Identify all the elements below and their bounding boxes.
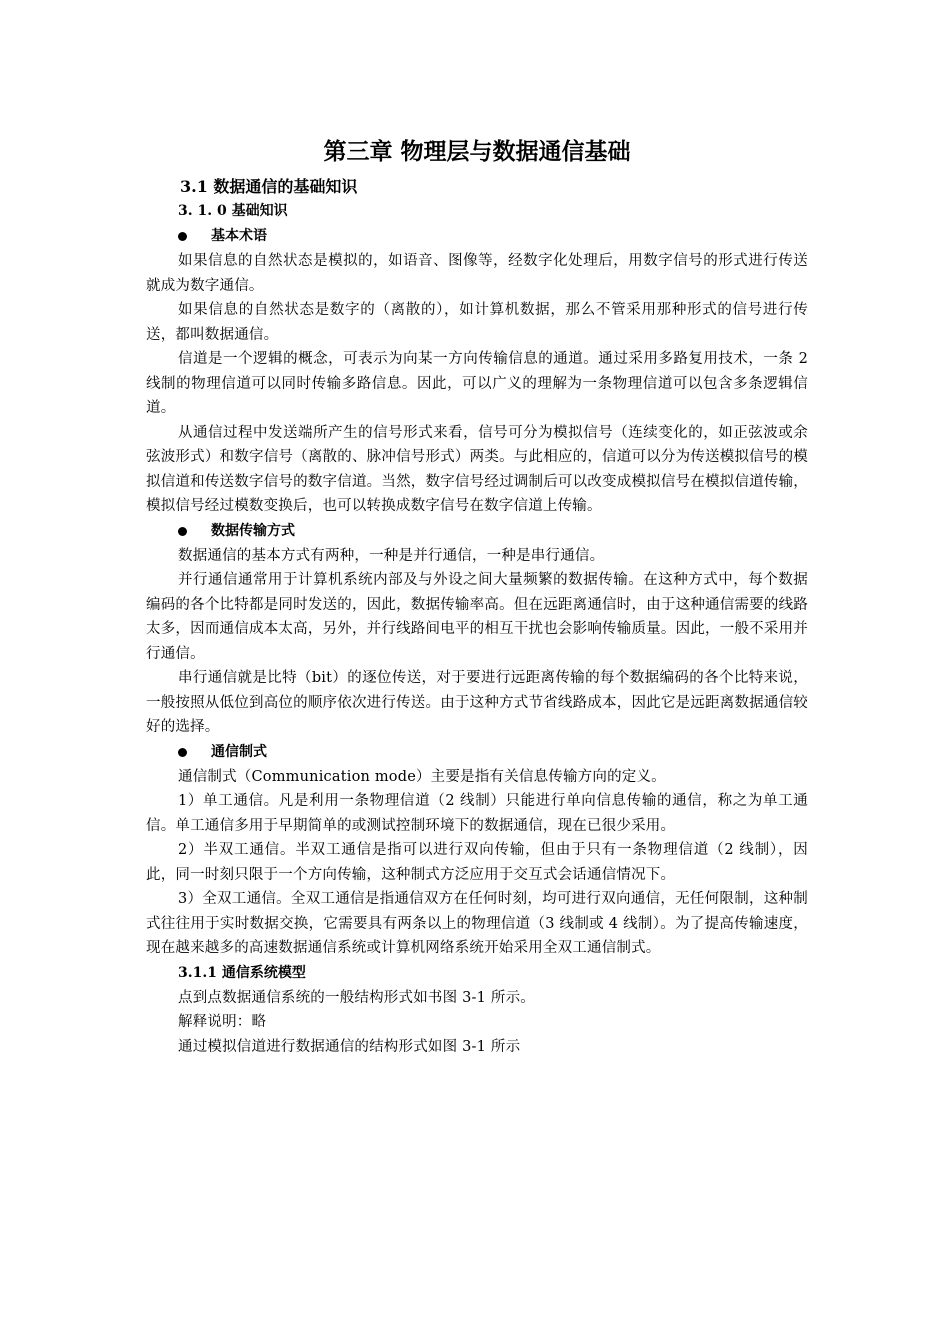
bullet-dot-icon (178, 232, 187, 241)
page-content (146, 134, 808, 1059)
paragraph: 3）全双工通信。全双工通信是指通信双方在任何时刻，均可进行双向通信，无任何限制，这种制式往往用于实时数据交换，它需要具有两条以上的物理信道（3 线制或 4 线制）。为了提高传输速度，现在越来越多的高速数据通信系统或计算机网络系统开始采用全双工通信制式。 (146, 891, 808, 956)
bullet-label: 通信制式 (211, 743, 267, 760)
section-heading-3-1: 3.1 数据通信的基础知识 (180, 177, 358, 196)
paragraph: 点到点数据通信系统的一般结构形式如书图 3-1 所示。 (178, 989, 535, 1006)
paragraph: 串行通信就是比特（bit）的逐位传送，对于要进行远距离传输的每个数据编码的各个比特来说，一般按照从低位到高位的顺序依次进行传送。由于这种方式节省线路成本，因此它是远距离数据通信较好的选择。 (146, 670, 808, 735)
paragraph: 2）半双工通信。半双工通信是指可以进行双向传输，但由于只有一条物理信道（2 线制），因此，同一时刻只限于一个方向传输，这种制式方泛应用于交互式会话通信情况下。 (146, 842, 808, 883)
bullet-heading-transmission (146, 519, 808, 544)
paragraph: 如果信息的自然状态是数字的（离散的），如计算机数据，那么不管采用那种形式的信号进行传送，都叫数据通信。 (146, 302, 808, 343)
paragraph: 并行通信通常用于计算机系统内部及与外设之间大量频繁的数据传输。在这种方式中，每个数据编码的各个比特都是同时发送的，因此，数据传输率高。但在远距离通信时，由于这种通信需要的线路太多，因而通信成本太高，另外，并行线路间电平的相互干扰也会影响传输质量。因此，一般不采用并行通信。 (146, 572, 808, 662)
paragraph: 通信制式（Communication mode）主要是指有关信息传输方向的定义。 (178, 768, 666, 785)
chapter-title: 第三章 物理层与数据通信基础 (323, 138, 631, 165)
paragraph: 解释说明：略 (178, 1014, 267, 1030)
bullet-heading-terms (146, 224, 808, 249)
paragraph: 数据通信的基本方式有两种，一种是并行通信，一种是串行通信。 (178, 547, 605, 564)
paragraph: 从通信过程中发送端所产生的信号形式来看，信号可分为模拟信号（连续变化的，如正弦波或余弦波形式）和数字信号（离散的、脉冲信号形式）两类。与此相应的，信道可以分为传送模拟信号的模拟信道和传送数字信号的数字信道。当然，数字信号经过调制后可以改变成模拟信号在模拟信道传输，模拟信号经过模数变换后，也可以转换成数字信号在数字信道上传输。 (146, 424, 808, 514)
section-heading-3-1-1: 3.1.1 通信系统模型 (178, 964, 306, 981)
bullet-heading-mode (146, 740, 808, 765)
paragraph: 1）单工通信。凡是利用一条物理信道（2 线制）只能进行单向信息传输的通信，称之为单工通信。单工通信多用于早期简单的或测试控制环境下的数据通信，现在已很少采用。 (146, 793, 808, 834)
section-heading-3-1-0: 3. 1. 0 基础知识 (178, 203, 288, 219)
paragraph: 信道是一个逻辑的概念，可表示为向某一方向传输信息的通道。通过采用多路复用技术，一条 2 线制的物理信道可以同时传输多路信息。因此，可以广义的理解为一条物理信道可以包含多条逻辑信道。 (146, 351, 808, 416)
bullet-dot-icon (178, 748, 187, 757)
paragraph: 通过模拟信道进行数据通信的结构形式如图 3-1 所示 (178, 1038, 521, 1055)
bullet-label: 数据传输方式 (211, 522, 295, 539)
bullet-dot-icon (178, 527, 187, 536)
paragraph: 如果信息的自然状态是模拟的，如语音、图像等，经数字化处理后，用数字信号的形式进行传送就成为数字通信。 (146, 253, 808, 294)
bullet-label: 基本术语 (211, 228, 267, 244)
